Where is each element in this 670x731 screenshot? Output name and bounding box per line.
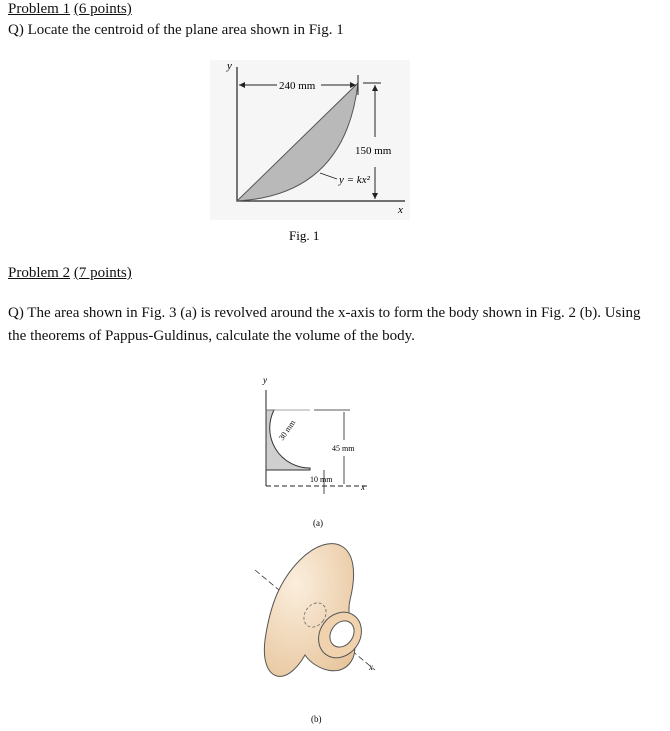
x-axis-label: x bbox=[398, 204, 403, 216]
figure-a-caption: (a) bbox=[313, 518, 323, 528]
figure-a-x-label: x bbox=[361, 482, 365, 492]
problem1-question: Q) Locate the centroid of the plane area shown in Fig. 1 bbox=[8, 22, 344, 38]
problem1-heading bbox=[8, 0, 132, 18]
figure-a-offset-label: 10 mm bbox=[310, 475, 333, 484]
problem2-points: (7 points) bbox=[73, 265, 132, 281]
figure-a bbox=[240, 370, 390, 540]
figure-b bbox=[245, 530, 395, 730]
height-label: 150 mm bbox=[355, 145, 392, 157]
figure-b-x-label: x bbox=[369, 662, 373, 672]
problem2-heading bbox=[8, 264, 132, 282]
width-label: 240 mm bbox=[279, 80, 316, 92]
figure-a-area bbox=[266, 410, 310, 470]
equation-label: y = kx² bbox=[339, 174, 370, 186]
figure-1-caption: Fig. 1 bbox=[289, 228, 320, 243]
figure-a-y-label: y bbox=[263, 375, 267, 385]
figure-a-height-label: 45 mm bbox=[332, 444, 355, 453]
figure-b-caption: (b) bbox=[311, 714, 322, 724]
figure-a-radius-label: 30 mm bbox=[276, 418, 298, 442]
problem2-question: Q) The area shown in Fig. 3 (a) is revolved around the x-axis to form the body shown in Fig. 2 (b). Using the theorems of Pappus-Guldinus, calculate the volume of the body. bbox=[8, 305, 641, 344]
problem1-title: Problem 1 bbox=[8, 1, 71, 17]
problem1-points: (6 points) bbox=[73, 1, 132, 17]
figure-1 bbox=[205, 55, 415, 245]
problem2-title: Problem 2 bbox=[8, 265, 71, 281]
y-axis-label: y bbox=[227, 60, 232, 72]
